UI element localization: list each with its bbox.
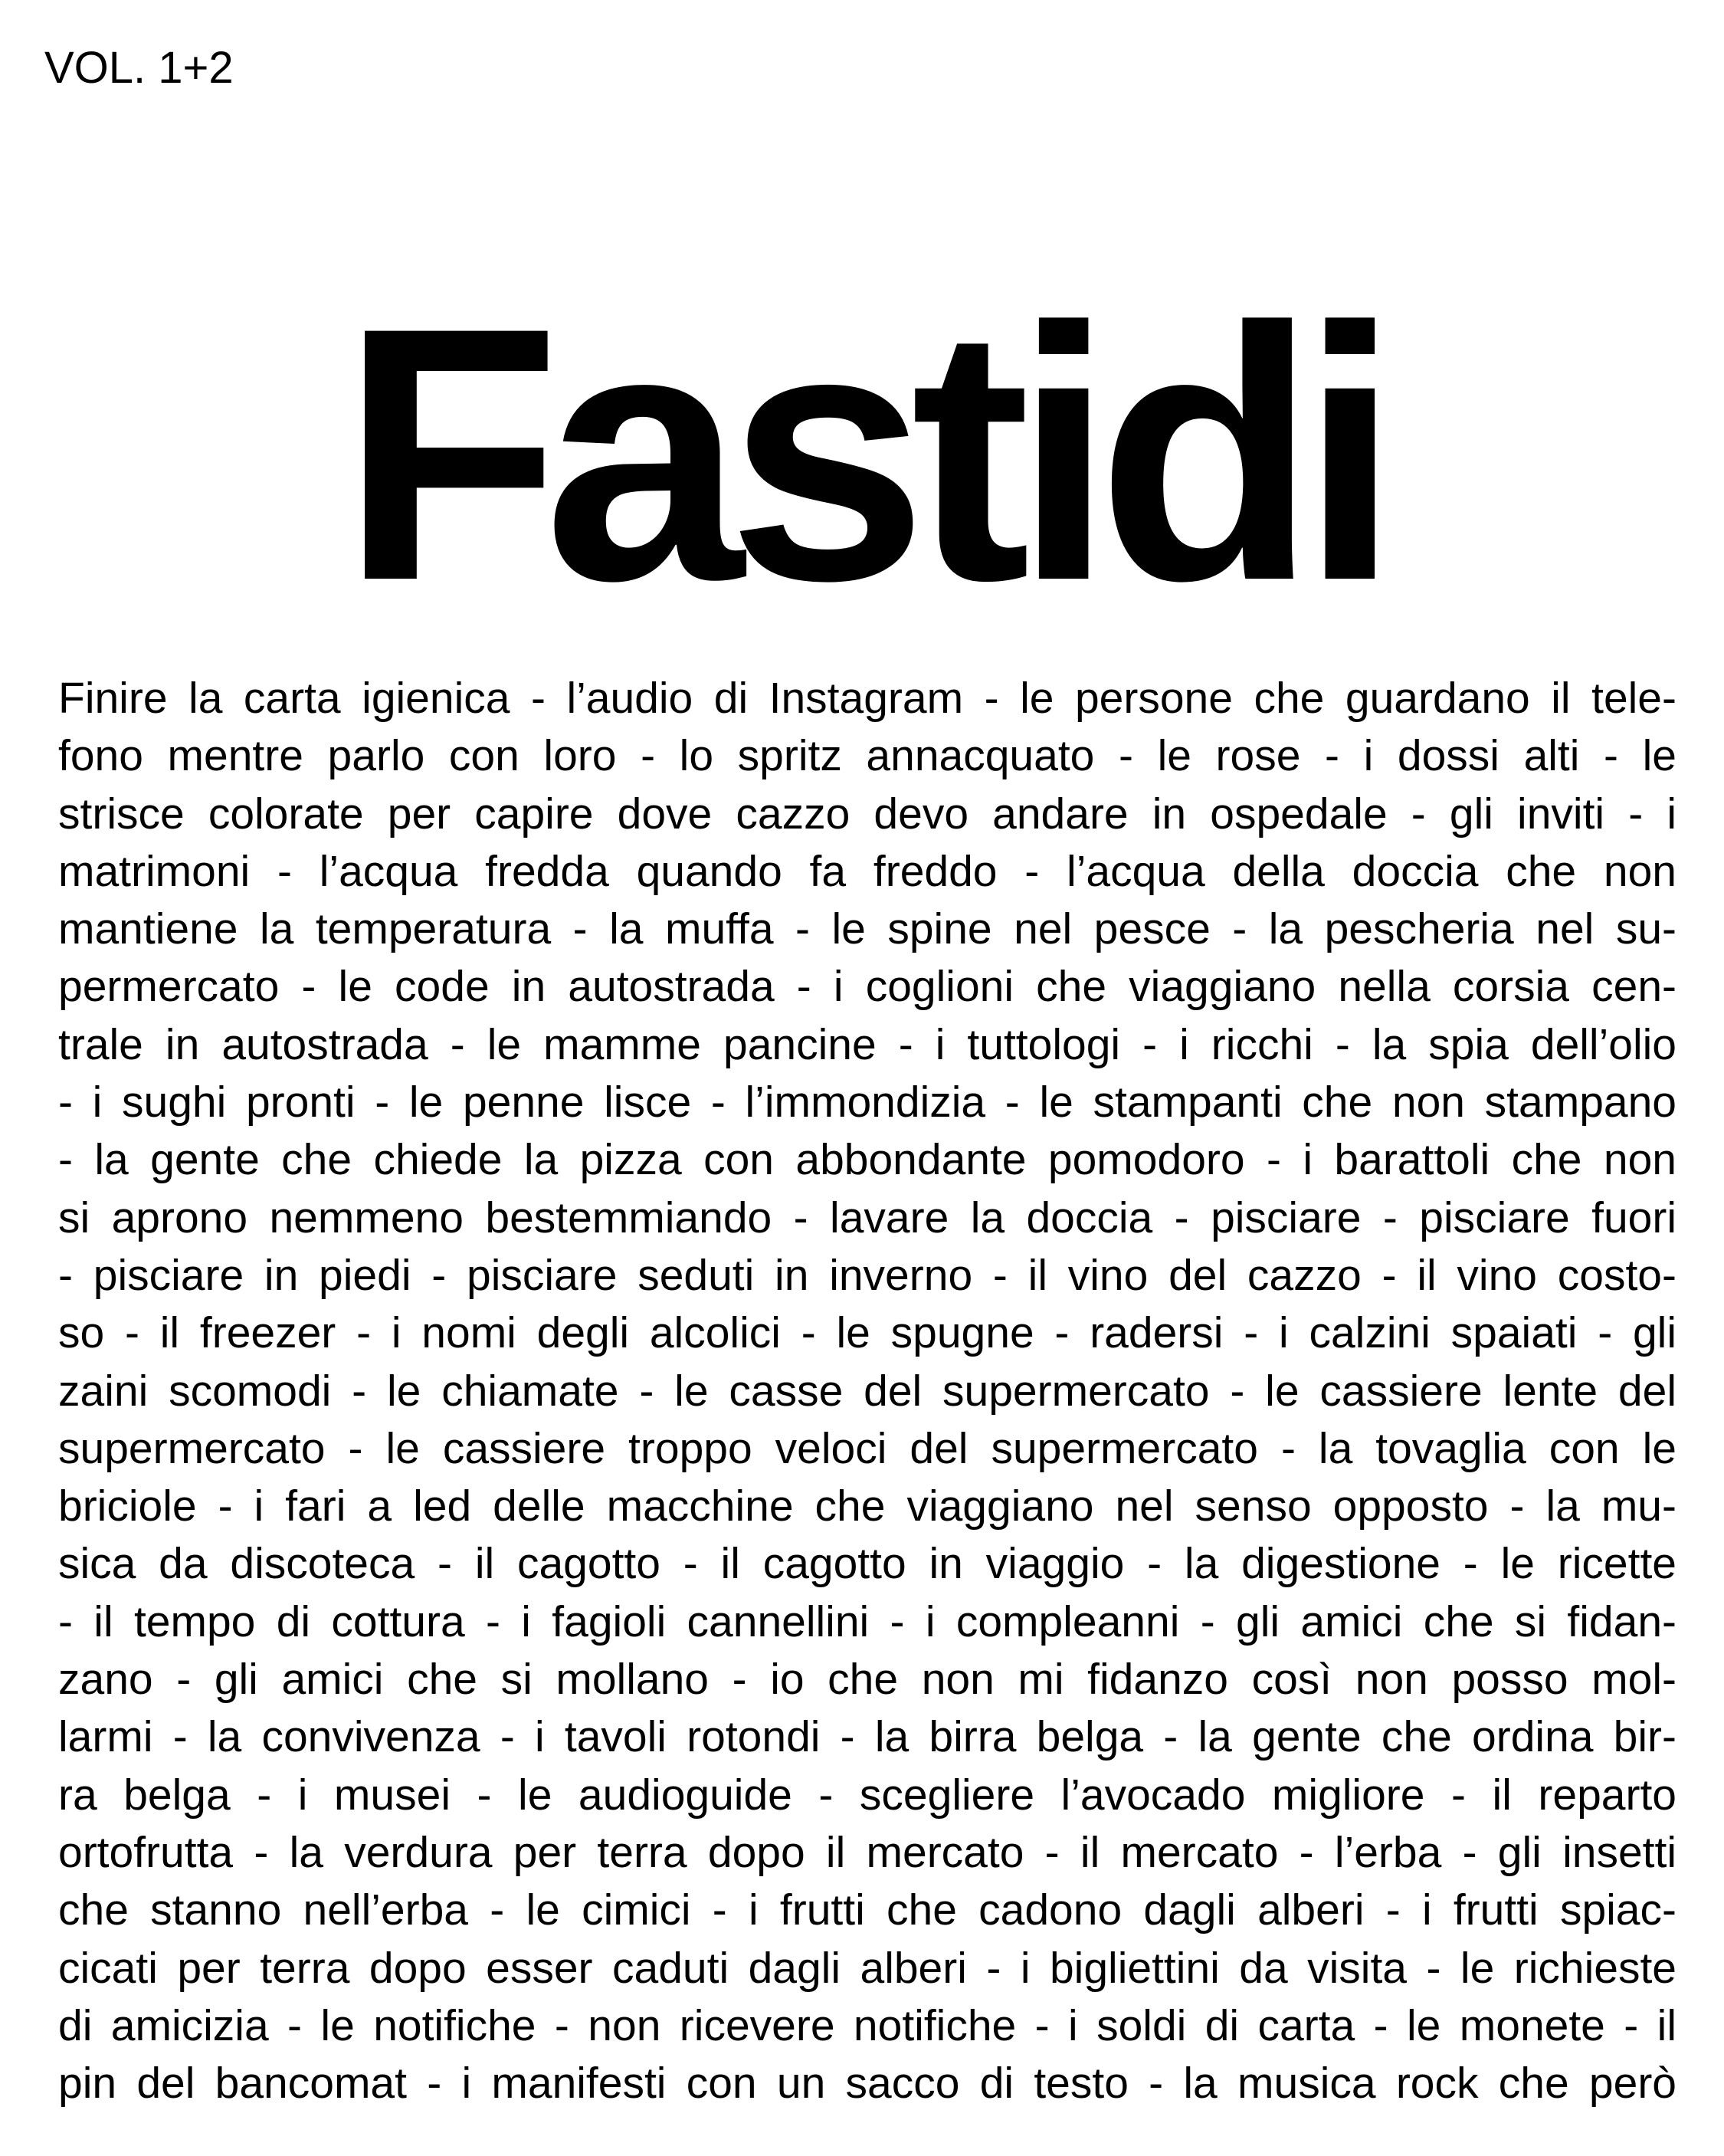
text-line: matrimoni - l’acqua fredda quando fa freddo - l’acqua della doccia che non: [58, 846, 1676, 896]
text-line: briciole - i fari a led delle macchine che viaggiano nel senso opposto - la mu-: [58, 1482, 1676, 1531]
body-text: [58, 670, 1676, 2112]
text-line: - i sughi pronti - le penne lisce - l’immondizia - le stampanti che non stampano: [58, 1078, 1676, 1127]
text-line: so - il freezer - i nomi degli alcolici - le spugne - radersi - i calzini spaiati - gli: [58, 1308, 1676, 1358]
text-line: - la gente che chiede la pizza con abbondante pomodoro - i barattoli che non: [58, 1135, 1676, 1185]
page-title: Fastidi: [340, 253, 1384, 655]
text-line: larmi - la convivenza - i tavoli rotondi - la birra belga - la gente che ordina bir-: [58, 1712, 1676, 1762]
text-line: ra belga - i musei - le audioguide - scegliere l’avocado migliore - il reparto: [58, 1770, 1676, 1820]
text-line: di amicizia - le notifiche - non ricevere notifiche - i soldi di carta - le monete - il: [58, 2000, 1676, 2050]
text-line: si aprono nemmeno bestemmiando - lavare la doccia - pisciare - pisciare fuori: [58, 1193, 1676, 1242]
volume-label: VOL. 1+2: [44, 43, 234, 93]
text-line: sica da discoteca - il cagotto - il cagotto in viaggio - la digestione - le ricette: [58, 1539, 1676, 1589]
text-line: fono mentre parlo con loro - lo spritz annacquato - le rose - i dossi alti - le: [58, 731, 1676, 781]
text-line: cicati per terra dopo esser caduti dagli alberi - i bigliettini da visita - le richieste: [58, 1943, 1676, 1993]
text-line: zaini scomodi - le chiamate - le casse del supermercato - le cassiere lente del: [58, 1366, 1676, 1416]
text-line: - pisciare in piedi - pisciare seduti in inverno - il vino del cazzo - il vino costo-: [58, 1250, 1676, 1300]
text-line: ortofrutta - la verdura per terra dopo il mercato - il mercato - l’erba - gli insetti: [58, 1827, 1676, 1877]
text-line: che stanno nell’erba - le cimici - i frutti che cadono dagli alberi - i frutti spiac-: [58, 1885, 1676, 1935]
text-line: Finire la carta igienica - l’audio di Instagram - le persone che guardano il tele-: [58, 674, 1676, 723]
text-line: trale in autostrada - le mamme pancine - i tuttologi - i ricchi - la spia dell’olio: [58, 1019, 1676, 1069]
text-line: mantiene la temperatura - la muffa - le spine nel pesce - la pescheria nel su-: [58, 904, 1676, 954]
text-line: - il tempo di cottura - i fagioli cannellini - i compleanni - gli amici che si fidan-: [58, 1596, 1676, 1646]
text-line: strisce colorate per capire dove cazzo devo andare in ospedale - gli inviti - i: [58, 789, 1676, 838]
text-line: supermercato - le cassiere troppo veloci del supermercato - la tovaglia con le: [58, 1423, 1676, 1473]
text-line: zano - gli amici che si mollano - io che non mi fidanzo così non posso mol-: [58, 1655, 1676, 1705]
text-line: permercato - le code in autostrada - i coglioni che viaggiano nella corsia cen-: [58, 962, 1676, 1012]
text-line: pin del bancomat - i manifesti con un sacco di testo - la musica rock che però: [58, 2059, 1676, 2108]
